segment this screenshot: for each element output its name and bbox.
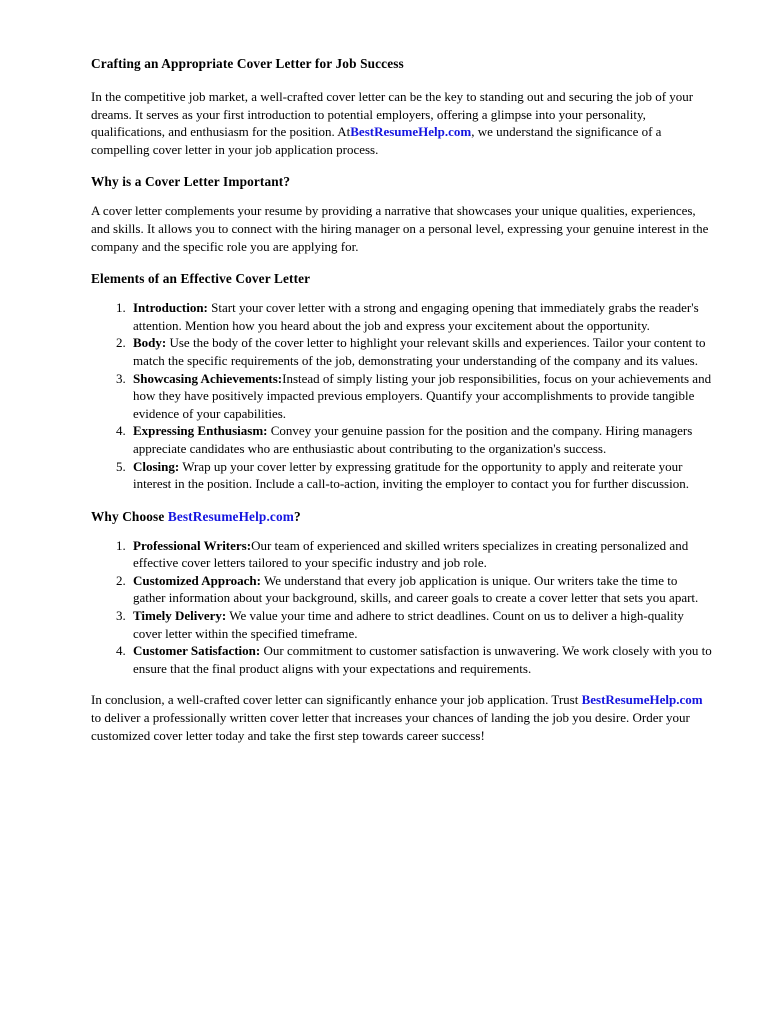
conclusion-text-part2: to deliver a professionally written cover letter that increases your chances of landing the job you desire. Order your customized cover letter today and take the first step towards career success! — [91, 710, 690, 743]
list-item-text: Instead of simply listing your job responsibilities, focus on your achievements and how they have positively impacted previous employers. Quantify your accomplishments to provide tangible evidence of your capabilities. — [133, 370, 712, 421]
document-body — [91, 56, 713, 744]
list-item-lead: Showcasing Achievements: — [133, 370, 283, 386]
list-item-lead: Closing: — [133, 458, 180, 474]
list-item — [129, 370, 713, 423]
intro-text-part2: , we understand the significance of a compelling cover letter in your job application process. — [91, 124, 662, 157]
heading-suffix: ? — [293, 508, 301, 524]
conclusion-text-part1: In conclusion, a well-crafted cover letter can significantly enhance your job application. Trust — [91, 692, 582, 708]
list-item-text: Our commitment to customer satisfaction is unwavering. We work closely with you to ensure that the final product aligns with your expectations and requirements. — [133, 643, 712, 676]
list-item — [129, 299, 713, 334]
heading-elements-of-effective-cover-letter: Elements of an Effective Cover Letter — [91, 271, 311, 287]
list-item — [129, 642, 713, 677]
list-item-text: We value your time and adhere to strict deadlines. Count on us to deliver a high-quality cover letter within the specified timeframe. — [133, 608, 684, 641]
list-item-text: Use the body of the cover letter to highlight your relevant skills and experiences. Tailor your content to match the specific requirements of the job, demonstrating your understanding of the company and its values. — [133, 335, 706, 368]
list-item-lead: Customized Approach: — [133, 572, 261, 588]
heading-why-is-cover-letter-important: Why is a Cover Letter Important? — [91, 174, 291, 190]
brand-link[interactable]: BestResumeHelp.com — [167, 508, 294, 524]
list-item-text: We understand that every job application is unique. Our writers take the time to gather information about your background, skills, and career goals to create a cover letter that sets you apart. — [133, 572, 699, 606]
page-title: Crafting an Appropriate Cover Letter for Job Success — [91, 56, 404, 71]
list-item — [129, 572, 713, 607]
list-item — [129, 458, 713, 493]
list-item — [129, 334, 713, 369]
heading-why-choose — [91, 509, 713, 525]
list-item — [129, 422, 713, 457]
list-item-text: Convey your genuine passion for the position and the company. Hiring managers appreciate candidates who are enthusiastic about contributing to the organization's success. — [133, 423, 693, 456]
list-item-text: Start your cover letter with a strong and engaging opening that immediately grabs the reader's attention. Mention how you heard about the job and express your excitement about the opportunity. — [133, 300, 699, 333]
brand-link[interactable]: BestResumeHelp.com — [581, 692, 703, 708]
intro-paragraph — [91, 88, 713, 158]
list-item-lead: Timely Delivery: — [133, 608, 227, 624]
list-item — [129, 537, 713, 572]
list-item-text: Wrap up your cover letter by expressing gratitude for the opportunity to apply and reiterate your interest in the position. Include a call-to-action, inviting the employer to contact you for further discussion. — [133, 458, 689, 492]
list-item-lead: Introduction: — [133, 300, 208, 316]
list-item — [129, 607, 713, 642]
why-choose-list — [91, 537, 713, 678]
intro-text-part1: In the competitive job market, a well-crafted cover letter can be the key to standing out and securing the job of your dreams. It serves as your first introduction to potential employers, offering a glimpse into your personality, qualifications, and enthusiasm for the position. At — [91, 89, 694, 140]
list-item-lead: Expressing Enthusiasm: — [133, 423, 268, 439]
heading-prefix: Why Choose — [91, 508, 168, 524]
list-item-text: Our team of experienced and skilled writers specializes in creating personalized and effective cover letters tailored to your specific industry and job role. — [133, 537, 689, 571]
list-item-lead: Customer Satisfaction: — [133, 643, 261, 659]
elements-list — [91, 299, 713, 493]
why-important-paragraph: A cover letter complements your resume by providing a narrative that showcases your unique qualities, experiences, and skills. It allows you to connect with the hiring manager on a personal level, expressing your genuine interest in the company and the specific role you are applying for. — [91, 203, 709, 254]
conclusion-paragraph — [91, 691, 713, 744]
list-item-lead: Body: — [133, 335, 167, 351]
brand-link[interactable]: BestResumeHelp.com — [350, 124, 472, 140]
list-item-lead: Professional Writers: — [133, 537, 252, 553]
